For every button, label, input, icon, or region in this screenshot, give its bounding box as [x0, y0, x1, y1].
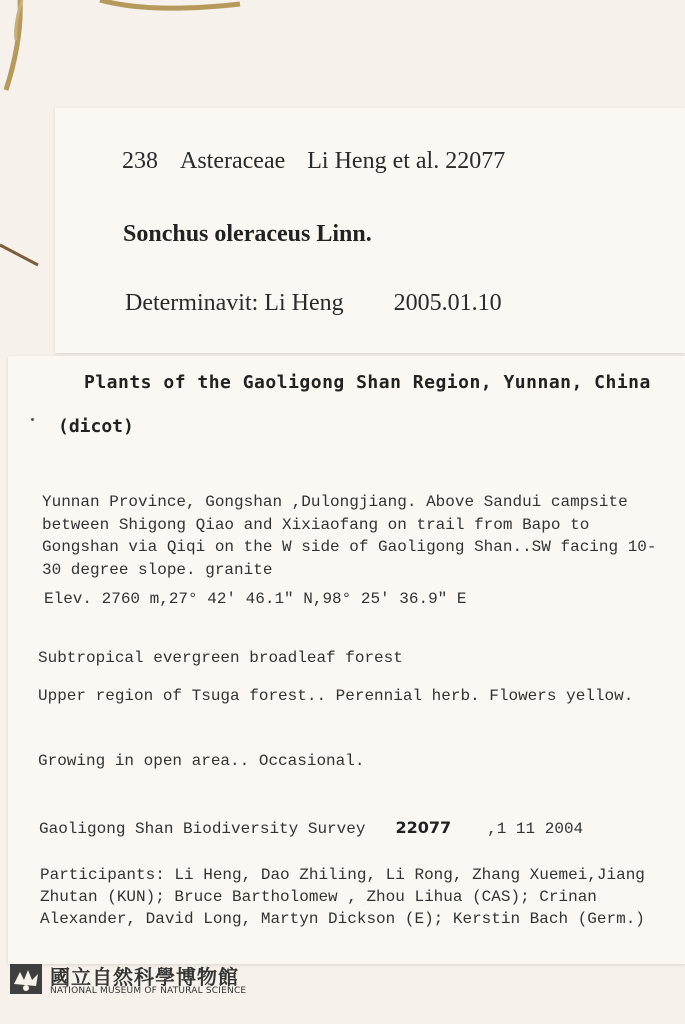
locality-line: Gongshan via Qiqi on the W side of Gaoligong Shan..SW facing 10-	[42, 538, 657, 556]
locality-line: between Shigong Qiao and Xixiaofang on trail from Bapo to	[42, 515, 590, 534]
museum-logo	[10, 962, 310, 1002]
survey-line	[39, 818, 583, 838]
survey-date: ,1 11 2004	[487, 820, 584, 838]
participants-line: Participants: Li Heng, Dao Zhiling, Li Rong, Zhang Xuemei,Jiang	[40, 866, 645, 884]
survey-name: Gaoligong Shan Biodiversity Survey	[39, 820, 366, 838]
collection-title: Plants of the Gaoligong Shan Region, Yunnan, China	[84, 372, 651, 393]
catalog-number: 238	[122, 148, 158, 174]
participants-text	[40, 864, 645, 930]
elevation-coordinates: Elev. 2760 m,27° 42′ 46.1″ N,98° 25′ 36.9″ E	[44, 590, 467, 608]
plant-stem-fragment	[0, 0, 360, 110]
collector-number: Li Heng et al. 22077	[307, 148, 506, 174]
museum-name-chinese: 國立自然科學博物館	[50, 965, 239, 989]
determination-label	[55, 108, 685, 353]
collection-subtitle: (dicot)	[58, 416, 134, 437]
determination-date: 2005.01.10	[393, 290, 502, 316]
family-name: Asteraceae	[180, 148, 286, 174]
participants-line: Alexander, David Long, Martyn Dickson (E); Kerstin Bach (Germ.)	[40, 910, 645, 928]
plant-notes: Upper region of Tsuga forest.. Perennial herb. Flowers yellow.	[38, 687, 634, 705]
plant-twig-fragment	[0, 235, 45, 275]
locality-line: Yunnan Province, Gongshan ,Dulongjiang. Above Sandui campsite	[42, 493, 628, 511]
ink-dot	[31, 418, 34, 421]
museum-name-english: NATIONAL MUSEUM OF NATURAL SCIENCE	[50, 986, 247, 996]
survey-number: 22077	[395, 818, 452, 837]
participants-line: Zhutan (KUN); Bruce Bartholomew , Zhou Lihua (CAS); Crinan	[40, 888, 597, 906]
determinavit: Determinavit: Li Heng	[125, 290, 344, 316]
growth-notes: Growing in open area.. Occasional.	[38, 752, 365, 770]
determinavit-line	[125, 290, 502, 317]
collection-label	[8, 356, 685, 964]
determination-header	[122, 148, 527, 175]
habitat-text: Subtropical evergreen broadleaf forest	[38, 649, 403, 667]
species-name: Sonchus oleraceus Linn.	[123, 221, 372, 247]
locality-text	[42, 491, 657, 581]
museum-emblem-icon	[10, 964, 42, 994]
locality-line: 30 degree slope. granite	[42, 560, 273, 579]
